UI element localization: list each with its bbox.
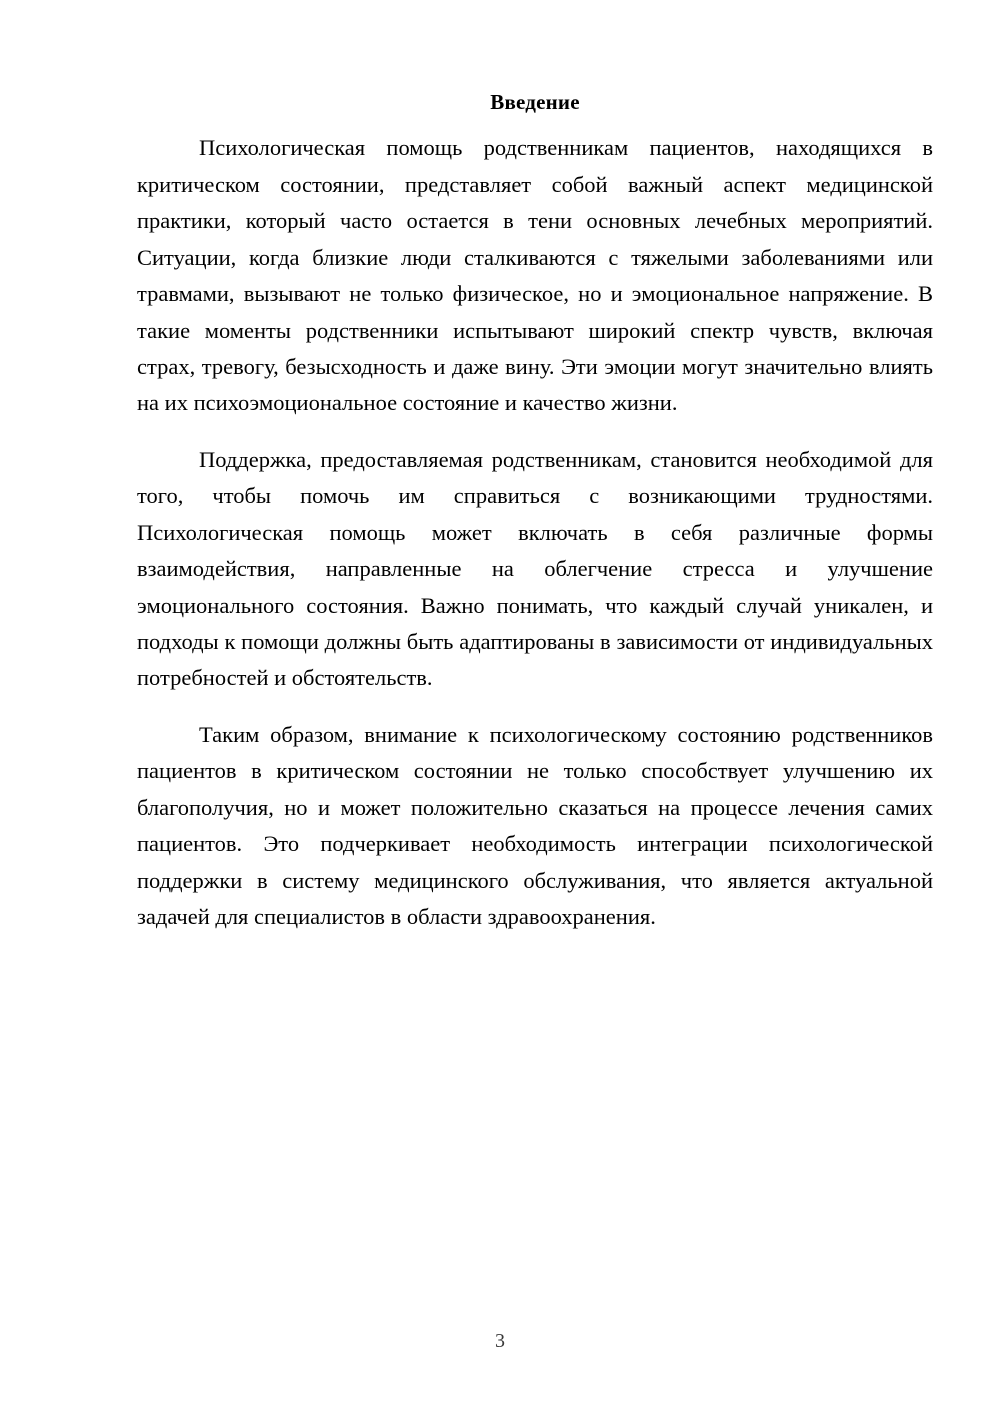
body-paragraph-1: Психологическая помощь родственникам пациентов, находящихся в критическом состоянии, представляет собой важный аспект медицинской практики, который часто остается в тени основных лечебных мероприятий. Ситуации, когда близкие люди сталкиваются с тяжелыми заболеваниями или травмами, вызывают не только физическое, но и эмоциональное напряжение. В такие моменты родственники испытывают широкий спектр чувств, включая страх, тревогу, безысходность и даже вину. Эти эмоции могут значительно влиять на их психоэмоциональное состояние и качество жизни. — [137, 135, 933, 416]
page-title: Введение — [490, 90, 580, 114]
page-content — [137, 88, 933, 936]
page-number: 3 — [495, 1330, 505, 1352]
body-paragraph-3: Таким образом, внимание к психологическому состоянию родственников пациентов в критическом состоянии не только способствует улучшению их благополучия, но и может положительно сказаться на процессе лечения самих пациентов. Это подчеркивает необходимость интеграции психологической поддержки в систему медицинского обслуживания, что является актуальной задачей для специалистов в области здравоохранения. — [137, 721, 933, 930]
body-paragraph-2: Поддержка, предоставляемая родственникам, становится необходимой для того, чтобы помочь им справиться с возникающими трудностями. Психологическая помощь может включать в себя различные формы взаимодействия, направленные на облегчение стресса и улучшение эмоционального состояния. Важно понимать, что каждый случай уникален, и подходы к помощи должны быть адаптированы в зависимости от индивидуальных потребностей и обстоятельств. — [137, 446, 933, 691]
